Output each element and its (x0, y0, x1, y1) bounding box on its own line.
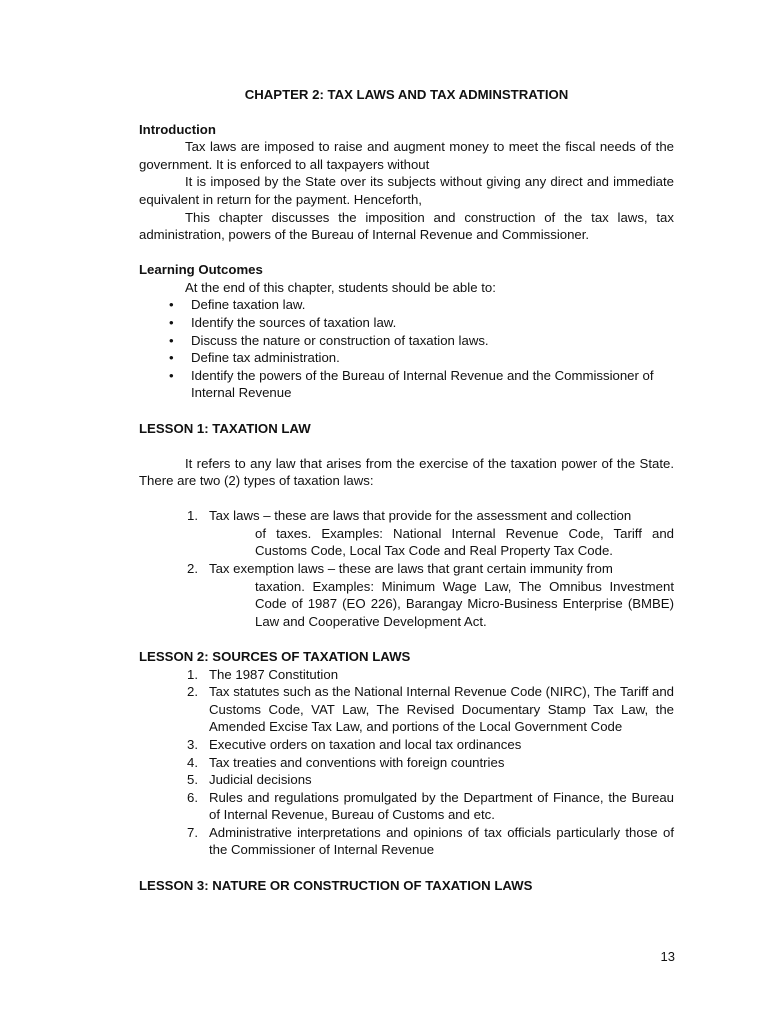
list-item: 7. Administrative interpretations and opinions of tax officials particularly those of the Commissioner of Internal Revenue (187, 824, 674, 858)
list-item: • Define tax administration. (169, 350, 340, 366)
list-item: • Identify the powers of the Bureau of Internal Revenue and the Commissioner of Internal Revenue (169, 367, 654, 401)
list-number: 7. (187, 824, 198, 840)
list-item: 6. Rules and regulations promulgated by the Department of Finance, the Bureau of Internal Revenue, Bureau of Customs and etc. (187, 789, 674, 823)
list-item: 5. Judicial decisions (187, 772, 312, 788)
list-item: 1. Tax laws – these are laws that provide for the assessment and collection of taxes. Examples: National Internal Revenue Code, Tariff and Customs Code, Local Tax Code and Real Property Tax Code. (187, 508, 674, 559)
bullet-icon: • (169, 367, 174, 383)
document-page (139, 86, 674, 894)
list-item: 3. Executive orders on taxation and local tax ordinances (187, 736, 522, 752)
lesson1-list (139, 507, 674, 630)
bullet-icon: • (169, 350, 174, 366)
lesson3-heading: LESSON 3: NATURE OR CONSTRUCTION OF TAXATION LAWS (139, 877, 533, 893)
list-number: 1. (187, 508, 198, 524)
page-number: 13 (660, 949, 675, 964)
lesson1-paragraph: It refers to any law that arises from the exercise of the taxation power of the State. There are two (2) types of taxation laws: (139, 455, 674, 489)
learning-outcomes-heading: Learning Outcomes (139, 262, 263, 278)
introduction-paragraph-3: This chapter discusses the imposition and construction of the tax laws, tax administration, powers of the Bureau of Internal Revenue and Commissioner. (139, 209, 674, 243)
list-item: 1. The 1987 Constitution (187, 666, 339, 682)
list-number: 5. (187, 772, 198, 788)
list-number: 2. (187, 684, 198, 700)
lesson2-heading: LESSON 2: SOURCES OF TAXATION LAWS (139, 648, 411, 664)
chapter-title: CHAPTER 2: TAX LAWS AND TAX ADMINSTRATION (244, 87, 569, 102)
list-number: 6. (187, 789, 198, 805)
list-item: 2. Tax statutes such as the National Internal Revenue Code (NIRC), The Tariff and Customs Code, VAT Law, The Revised Documentary Stamp Tax Law, the Amended Excise Tax Law, and portions of the Local Government Code (187, 684, 674, 735)
list-item: • Identify the sources of taxation law. (169, 315, 397, 331)
list-number: 3. (187, 736, 198, 752)
bullet-icon: • (169, 332, 174, 348)
lesson2-list (139, 666, 674, 860)
list-number: 4. (187, 754, 198, 770)
list-item: • Discuss the nature or construction of taxation laws. (169, 332, 489, 348)
introduction-heading: Introduction (139, 121, 216, 137)
lesson1-heading: LESSON 1: TAXATION LAW (139, 420, 311, 436)
list-item: • Define taxation law. (169, 297, 306, 313)
list-item: 4. Tax treaties and conventions with foreign countries (187, 754, 505, 770)
learning-outcomes-list (139, 296, 674, 402)
list-number: 1. (187, 666, 198, 682)
bullet-icon: • (169, 315, 174, 331)
list-item: 2. Tax exemption laws – these are laws that grant certain immunity from taxation. Examples: Minimum Wage Law, The Omnibus Investment Code of 1987 (EO 226), Barangay Micro-Business Enterprise (BMBE) Law and Cooperative Development Act. (187, 561, 674, 629)
introduction-paragraph-1: Tax laws are imposed to raise and augment money to meet the fiscal needs of the government. It is enforced to all taxpayers without (139, 139, 674, 172)
list-number: 2. (187, 561, 198, 577)
bullet-icon: • (169, 297, 174, 313)
learning-outcomes-intro: At the end of this chapter, students should be able to: (185, 279, 496, 295)
introduction-paragraph-2: It is imposed by the State over its subjects without giving any direct and immediate equivalent in return for the payment. Henceforth, (139, 174, 674, 207)
